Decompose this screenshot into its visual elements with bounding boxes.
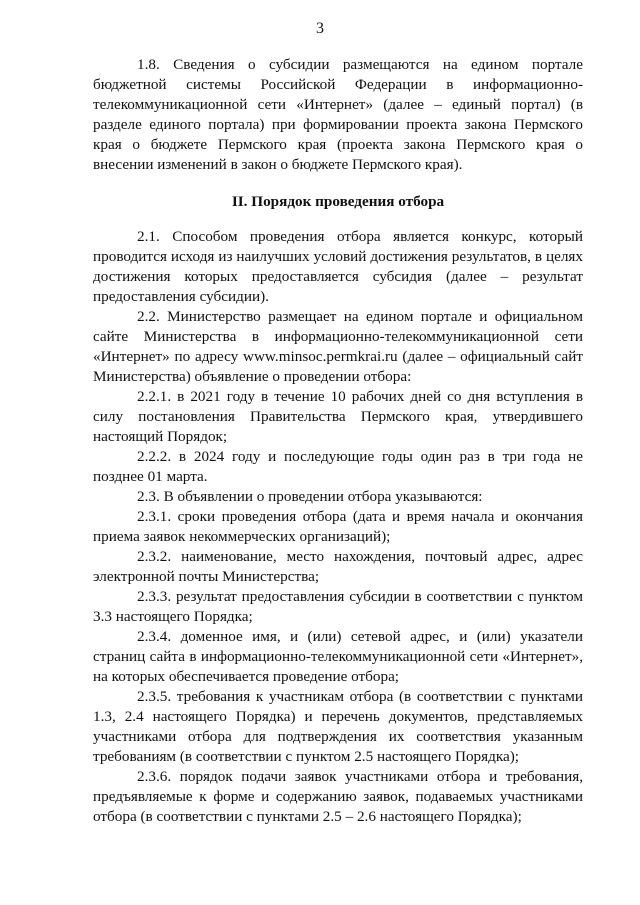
paragraph-2-3: 2.3. В объявлении о проведении отбора указываются: xyxy=(137,488,483,505)
paragraph-2-3-5: 2.3.5. требования к участникам отбора (в соответствии с пунктами 1.3, 2.4 настоящего Порядка) и перечень документов, представляемых участниками отбора для подтверждения их соответствия указанным требованиям (в соответствии с пунктом 2.5 настоящего Порядка); xyxy=(93,688,583,765)
paragraph-1-8: 1.8. Сведения о субсидии размещаются на едином портале бюджетной системы Российской Федерации в информационно-телекоммуникационной сети «Интернет» (далее – единый портал) (в разделе единого портала) при формировании проекта закона Пермского края о бюджете Пермского края (проекта закона Пермского края о внесении изменений в закон о бюджете Пермского края). xyxy=(93,56,583,173)
paragraph-2-3-3: 2.3.3. результат предоставления субсидии в соответствии с пунктом 3.3 настоящего Порядка; xyxy=(93,588,583,625)
section-heading: II. Порядок проведения отбора xyxy=(231,193,445,210)
paragraph-2-2-2: 2.2.2. в 2024 году и последующие годы один раз в три года не позднее 01 марта. xyxy=(93,448,583,485)
paragraph-2-2-1: 2.2.1. в 2021 году в течение 10 рабочих дней со дня вступления в силу постановления Правительства Пермского края, утвердившего настоящий Порядок; xyxy=(93,388,583,445)
paragraph-2-1: 2.1. Способом проведения отбора является конкурс, который проводится исходя из наилучших условий достижения результатов, в целях достижения которых предоставляется субсидия (далее – результат предоставления субсидии). xyxy=(93,228,583,305)
page-number: 3 xyxy=(316,20,324,37)
paragraph-2-3-1: 2.3.1. сроки проведения отбора (дата и время начала и окончания приема заявок некоммерческих организаций); xyxy=(93,508,583,545)
paragraph-2-2: 2.2. Министерство размещает на едином портале и официальном сайте Министерства в информационно-телекоммуникационной сети «Интернет» по адресу www.minsoc.permkrai.ru (далее – официальный сайт Министерства) объявление о проведении отбора: xyxy=(93,308,583,385)
document-body xyxy=(93,55,583,827)
paragraph-2-3-2: 2.3.2. наименование, место нахождения, почтовый адрес, адрес электронной почты Министерства; xyxy=(93,548,583,585)
paragraph-2-3-4: 2.3.4. доменное имя, и (или) сетевой адрес, и (или) указатели страниц сайта в информационно-телекоммуникационной сети «Интернет», на которых обеспечивается проведение отбора; xyxy=(93,628,583,685)
paragraph-2-3-6: 2.3.6. порядок подачи заявок участниками отбора и требования, предъявляемые к форме и содержанию заявок, подаваемых участниками отбора (в соответствии с пунктами 2.5 – 2.6 настоящего Порядка); xyxy=(93,768,583,825)
